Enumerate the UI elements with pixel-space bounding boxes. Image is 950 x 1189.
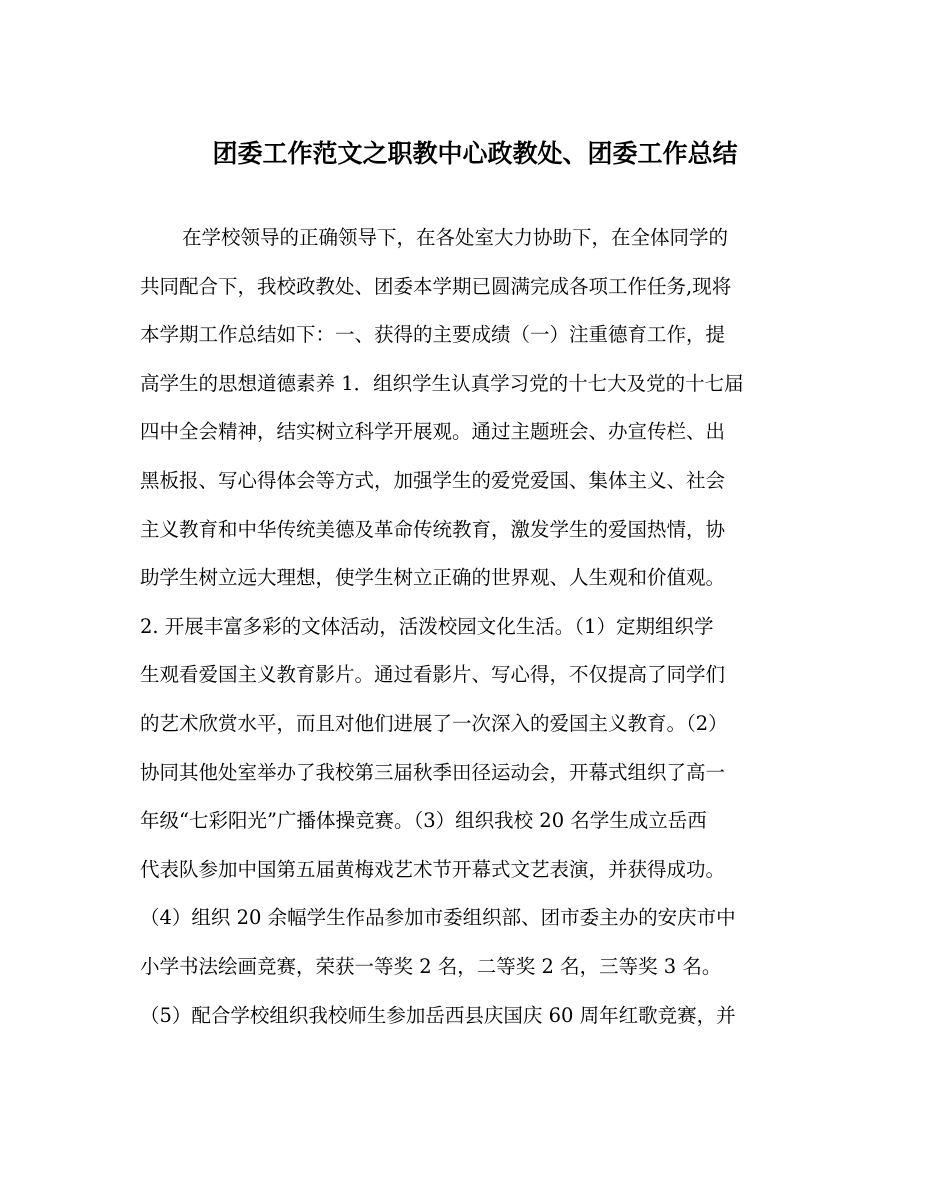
paragraph-line: （4）组织 20 余幅学生作品参加市委组织部、团市委主办的安庆市中	[140, 906, 736, 930]
document-title: 团委工作范文之职教中心政教处、团委工作总结	[212, 139, 738, 168]
paragraph-line: 年级“七彩阳光”广播体操竞赛。（3）组织我校 20 名学生成立岳西	[140, 809, 707, 833]
paragraph-line: 的艺术欣赏水平，而且对他们进展了一次深入的爱国主义教育。（2）	[140, 711, 728, 735]
paragraph-line: 生观看爱国主义教育影片。通过看影片、写心得，不仅提高了同学们	[140, 663, 726, 687]
paragraph-line: 本学期工作总结如下：一、获得的主要成绩（一）注重德育工作，提	[140, 323, 726, 347]
paragraph-line: 助学生树立远大理想，使学生树立正确的世界观、人生观和价值观。	[140, 566, 726, 590]
paragraph-line: （5）配合学校组织我校师生参加岳西县庆国庆 60 周年红歌竞赛，并	[140, 1003, 736, 1027]
paragraph-line: 共同配合下，我校政教处、团委本学期已圆满完成各项工作任务,现将	[140, 274, 732, 298]
paragraph-line: 代表队参加中国第五届黄梅戏艺术节开幕式文艺表演，并获得成功。	[140, 857, 726, 881]
paragraph-line: 高学生的思想道德素养 1．组织学生认真学习党的十七大及党的十七届	[140, 371, 744, 395]
paragraph-line: 2. 开展丰富多彩的文体活动，活泼校园文化生活。（1）定期组织学	[140, 614, 714, 638]
paragraph-line: 四中全会精神，结实树立科学开展观。通过主题班会、办宣传栏、出	[140, 420, 726, 444]
paragraph-line: 小学书法绘画竞赛，荣获一等奖 2 名，二等奖 2 名，三等奖 3 名。	[140, 954, 722, 978]
paragraph-line: 主义教育和中华传统美德及革命传统教育，激发学生的爱国热情，协	[140, 517, 726, 541]
document-body	[140, 218, 810, 1044]
paragraph-line: 协同其他处室举办了我校第三届秋季田径运动会，开幕式组织了高一	[140, 760, 726, 784]
paragraph-line: 在学校领导的正确领导下，在各处室大力协助下，在全体同学的	[182, 226, 729, 249]
paragraph-line: 黑板报、写心得体会等方式，加强学生的爱党爱国、集体主义、社会	[140, 468, 726, 492]
